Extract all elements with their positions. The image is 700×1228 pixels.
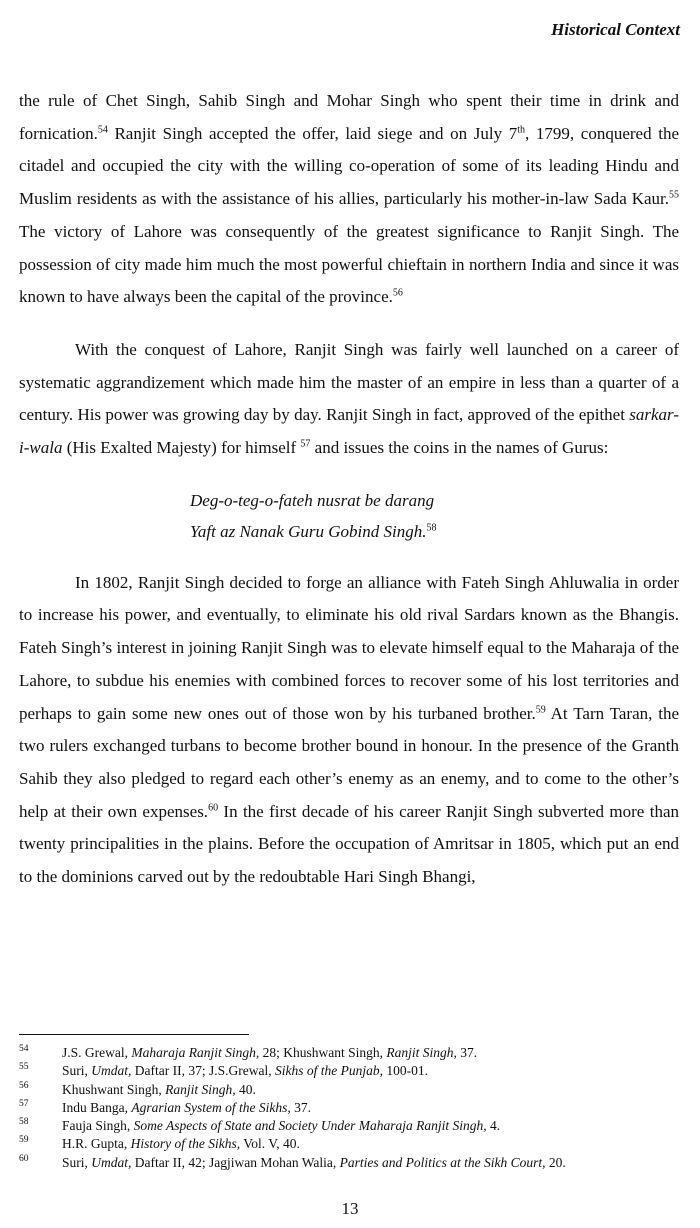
- text-segment: 28; Khushwant Singh,: [259, 1045, 387, 1060]
- citation-title: Some Aspects of State and Society Under Maharaja Ranjit Singh,: [133, 1118, 487, 1134]
- footnote-number: 55: [19, 1062, 29, 1073]
- footnote-number: 59: [19, 1135, 29, 1146]
- text-segment: 37.: [456, 1045, 478, 1060]
- citation-title: Parties and Politics at the Sikh Court,: [339, 1154, 546, 1170]
- text-segment: At Tarn Taran, the two rulers exchanged turbans to become brother bound in honour. In the presence of the Granth Sahib they also pledged to regard each other’s enemy as an enemy, and to come to the other’s help at their own expenses.: [19, 703, 679, 821]
- text-segment: 40.: [235, 1081, 256, 1097]
- text-segment: Suri,: [62, 1063, 92, 1079]
- text-segment: 4.: [486, 1118, 501, 1134]
- text-segment: Daftar II, 37; J.S.Grewal,: [131, 1063, 275, 1079]
- citation-title: Umdat,: [91, 1154, 132, 1170]
- citation-title: Ranjit Singh,: [386, 1045, 457, 1060]
- text-segment: 100-01.: [382, 1063, 428, 1079]
- text-segment: Indu Banga,: [62, 1099, 132, 1115]
- footnote-60: [19, 1154, 679, 1172]
- text-segment: , 1799, conquered the citadel and occupied the city with the willing co-operation of some of its leading Hindu and Muslim residents as with the assistance of his allies, particularly his mother-in-law Sada Kaur.: [19, 123, 679, 209]
- footnote-59: [19, 1135, 679, 1153]
- citation-title: Umdat,: [91, 1063, 132, 1079]
- text-segment: The victory of Lahore was consequently of the greatest significance to Ranjit Singh. The possession of city made him much the most powerful chieftain in northern India and since it was known to have always been the capital of the province.: [19, 221, 679, 307]
- footnote-56: [19, 1081, 679, 1099]
- text-segment: In 1802, Ranjit Singh decided to forge an alliance with Fateh Singh Ahluwalia in order to increase his power, and eventually, to eliminate his old rival Sardars known as the Bhangis. Fateh Singh’s interest in joining Ranjit Singh was to elevate himself equal to the Maharaja of the Lahore, to subdue his enemies with combined forces to recover some of his lost territories and perhaps to gain some new ones out of those won by his turbaned brother.: [19, 572, 679, 723]
- citation-title: Maharaja Ranjit Singh,: [131, 1045, 260, 1060]
- text-segment: Suri,: [62, 1154, 92, 1170]
- text-segment: Yaft az Nanak Guru Gobind Singh.: [190, 521, 427, 541]
- text-segment: Fauja Singh,: [62, 1118, 134, 1134]
- footnote-number: 57: [19, 1098, 29, 1109]
- footnote-54: [19, 1044, 679, 1062]
- citation-title: Ranjit Singh,: [165, 1081, 236, 1097]
- text-segment: Khushwant Singh,: [62, 1081, 166, 1097]
- text-segment: Daftar II, 42; Jagjiwan Mohan Walia,: [131, 1154, 340, 1170]
- footnote-58: [19, 1117, 679, 1135]
- footnote-ref: 56: [392, 287, 403, 299]
- text-segment: J.S. Grewal,: [62, 1045, 132, 1060]
- footnote-number: 56: [19, 1080, 29, 1091]
- footnote-number: 58: [19, 1117, 29, 1128]
- text-segment: 37.: [290, 1099, 311, 1115]
- text-segment: In the first decade of his career Ranjit Singh subverted more than twenty principalities in the plains. Before the occupation of Amritsar in 1805, which put an end to the dominions carved out by the redoubtable Hari Singh Bhangi,: [19, 801, 679, 887]
- footnote-ref: 60: [208, 802, 219, 813]
- text-segment: Ranjit Singh accepted the offer, laid siege and on July 7: [107, 123, 518, 143]
- text-segment: H.R. Gupta,: [62, 1136, 131, 1152]
- footnote-ref: 58: [426, 522, 437, 534]
- ordinal-suffix: th: [517, 124, 526, 136]
- text-segment: 20.: [545, 1154, 566, 1170]
- verse-line-1: Deg-o-teg-o-fateh nusrat be darang: [190, 490, 435, 510]
- footnotes: [19, 1044, 679, 1172]
- footnote-55: [19, 1062, 679, 1080]
- paragraph-1: [19, 85, 679, 314]
- footnote-ref: 59: [535, 703, 546, 715]
- paragraph-2: [19, 334, 679, 465]
- running-head: Historical Context: [551, 20, 680, 39]
- text-segment: and issues the coins in the names of Gurus:: [314, 438, 609, 458]
- footnote-number: 60: [19, 1153, 29, 1164]
- footnote-ref: 57: [300, 438, 311, 450]
- text-segment: (His Exalted Majesty) for himself: [62, 438, 301, 458]
- footnote-number: 54: [19, 1044, 29, 1054]
- italic-term: sarkar-i-wala: [19, 405, 679, 458]
- citation-title: Sikhs of the Punjab,: [274, 1063, 383, 1079]
- footnote-divider: [19, 1034, 249, 1035]
- page-number: 13: [341, 1199, 359, 1218]
- citation-title: History of the Sikhs,: [130, 1136, 241, 1152]
- footnote-57: [19, 1099, 679, 1117]
- citation-title: Agrarian System of the Sikhs,: [131, 1099, 291, 1115]
- body-text: [19, 85, 679, 894]
- text-segment: With the conquest of Lahore, Ranjit Singh was fairly well launched on a career of systematic aggrandizement which made him the master of an empire in less than a quarter of a century. His power was growing day by day. Ranjit Singh in fact, approved of the epithet: [19, 339, 679, 425]
- verse-line-2: [190, 516, 679, 547]
- footnote-ref: 54: [97, 124, 108, 136]
- text-segment: the rule of Chet Singh, Sahib Singh and Mohar Singh who spent their time in drink and fornication.: [19, 91, 679, 143]
- text-segment: Vol. V, 40.: [240, 1136, 300, 1152]
- verse-couplet: [190, 485, 679, 547]
- paragraph-3: [19, 567, 679, 894]
- footnote-ref: 55: [669, 189, 679, 201]
